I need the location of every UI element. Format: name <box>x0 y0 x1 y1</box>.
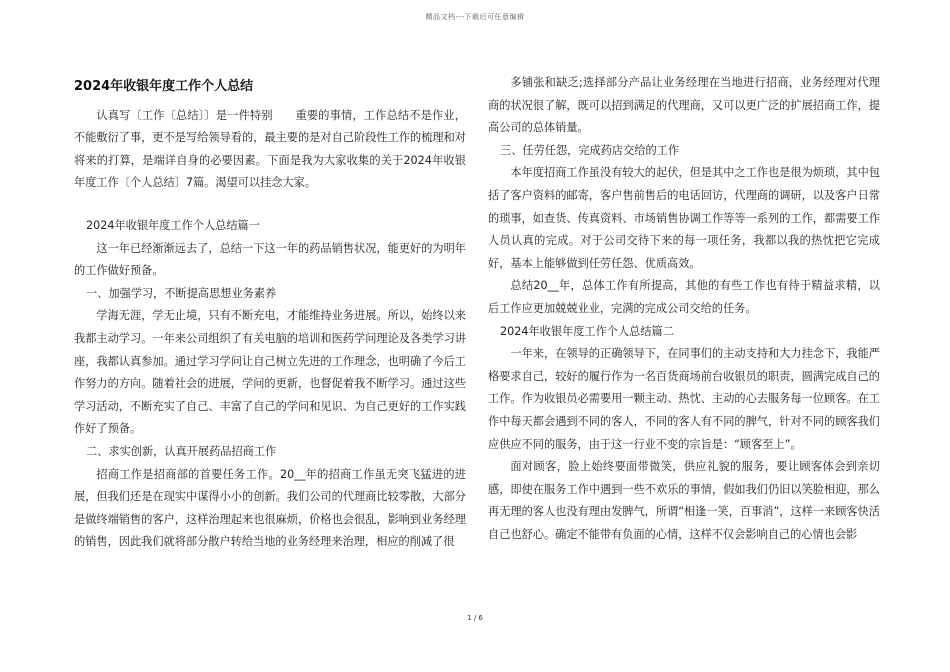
article-1-heading-3: 三、任劳任怨，完成药店交给的工作 <box>500 143 680 157</box>
article-1-paragraph-1: 这一年已经渐渐远去了，总结一下这一年的药品销售状况，能更好的为明年的工作做好预备。 <box>74 241 466 278</box>
article-1-heading-2: 二、求实创新，认真开展药品招商工作 <box>86 444 277 458</box>
article-1-paragraph-2: 学海无涯，学无止境，只有不断充电，才能维持业务进展。所以，始终以来我都主动学习。一年来公司组织了有关电脑的培训和医药学问理论及各类学习讲座，我都认真参加。通过学习学问让自己树立先进的工作理念，也明确了今后工作努力的方向。随着社会的进展，学问的更新，也督促着我不断学习。通过这些学习活动，不断充实了自己、丰富了自己的学问和见识、为自己更好的工作实践作好了预备。 <box>74 309 466 436</box>
intro-paragraph: 认真写〔工作〔总结〕〕是一件特别 重要的事情，工作总结不是作业，不能敷衍了事，更不是写给领导看的，最主要的是对自己阶段性工作的梳理和对将来的打算，是端详自身的必要因素。下面是我为大家收集的关于2024年收银年度工作〔个人总结〕7篇。渴望可以挂念大家。 <box>74 108 466 190</box>
article-1-paragraph-3-continued: 多铺张和缺乏;选择部分产品让业务经理在当地进行招商，业务经理对代理商的状况很了解，既可以招到满足的代理商，又可以更广泛的扩展招商工作，提高公司的总体销量。 <box>488 76 880 135</box>
right-column <box>488 72 880 546</box>
article-1-paragraph-4: 本年度招商工作虽没有较大的起伏，但是其中之工作也是很为烦琐，其中包括了客户资料的邮寄，客户售前售后的电话回访，代理商的调研，以及客户日常的琐事，如查货、传真资料、市场销售协调工作等等一系列的工作，都需要工作人员认真的完成。对于公司交待下来的每一项任务，我都以我的热忱把它完成好，基本上能够做到任劳任怨、优质高效。 <box>488 166 880 270</box>
document-title: 2024年收银年度工作个人总结 <box>74 79 254 94</box>
page-header: 精品文档---下载后可任意编辑 <box>425 13 525 21</box>
article-2-paragraph-2: 面对顾客，脸上始终要面带微笑，供应礼貌的服务，要让顾客体会到亲切感，即使在服务工作中遇到一些不欢乐的事情，假如我们仍旧以笑脸相迎，那么再无理的客人也没有理由发脾气，所谓“相逢一笑，百事消”，这样一来顾客快活自己也舒心。确定不能带有负面的心情，这样不仅会影响自己的心情也会影 <box>488 460 880 541</box>
article-2-title: 2024年收银年度工作个人总结篇二 <box>500 324 674 338</box>
article-1-heading-1: 一、加强学习，不断提高思想业务素养 <box>86 286 277 300</box>
article-1-title: 2024年收银年度工作个人总结篇一 <box>86 218 260 232</box>
page-indicator: 1 / 6 <box>467 614 483 622</box>
article-1-paragraph-5: 总结20__年，总体工作有所提高，其他的有些工作也有待于精益求精，以后工作应更加兢兢业业，完满的完成公司交给的任务。 <box>488 279 880 315</box>
article-1-paragraph-3: 招商工作是招商部的首要任务工作。20__年的招商工作虽无突飞猛进的进展，但我们还是在现实中谋得小小的创新。我们公司的代理商比较零散，大部分是做终端销售的客户，这样治理起来也很麻烦，价格也会很乱，影响到业务经理的销售，因此我们就将部分散户转给当地的业务经理来治理，相应的削减了很 <box>74 467 466 549</box>
left-column <box>74 72 466 554</box>
article-2-paragraph-1: 一年来，在领导的正确领导下，在同事们的主动支持和大力挂念下，我能严格要求自己，较好的履行作为一名百货商场前台收银员的职责，圆满完成自己的工作。作为收银员必需要用一颗主动、热忱、主动的心去服务每一位顾客。在工作中每天都会遇到不同的客人，不同的客人有不同的脾气，针对不同的顾客我们应供应不同的服务，由于这一行业不变的宗旨是：“顾客至上”。 <box>488 347 880 451</box>
